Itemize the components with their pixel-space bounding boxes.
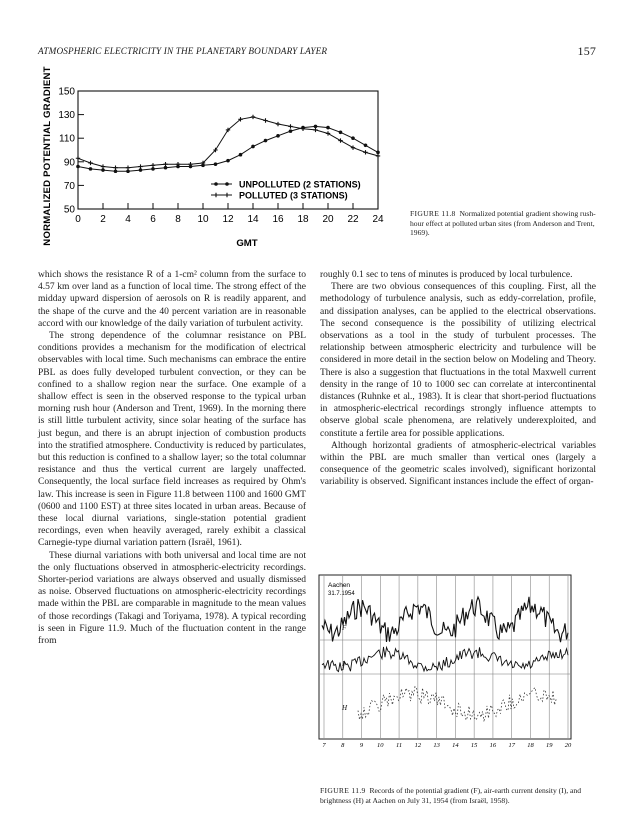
paragraph: which shows the resistance R of a 1-cm² column from the surface to 4.57 km over land as a function of local time. The strong effect of the midday upward dispersion of aerosols on R is readily apparent, and the shape of the curve and the 40 percent variation are in reasonable accord with our knowledge of the daily variation of turbulent activity.	[38, 270, 306, 329]
data-point	[101, 168, 105, 172]
paragraph: Although horizontal gradients of atmospheric-electrical variables within the PBL are much smaller than vertical ones (largely a consequence of the geometric scales involved), significant horizontal variability is observed. Significant instances include the effect of organ-	[320, 440, 596, 488]
x-tick-label: 24	[372, 214, 384, 225]
data-point	[138, 164, 142, 168]
figure-11-9-recording	[318, 574, 574, 750]
chart-legend	[211, 180, 361, 201]
data-point	[313, 128, 317, 132]
hour-tick-label: 11	[396, 742, 403, 749]
trace-label-H: H	[342, 704, 348, 712]
data-point	[226, 159, 230, 163]
x-tick-label: 8	[175, 214, 181, 225]
paragraph: There are two obvious consequences of this coupling. First, all the methodology of turbulence analysis, such as eddy-correlation, profile, and dissipation analyses, can be applied to the electrical observations. The second consequence is the possibility of utilizing electrical observations as a tool in the study of turbulent processes. The relationship between atmospheric electricity and turbulence will be considered in more detail in the section below on Modeling and Theory. There is also a suggestion that fluctuations in the total Maxwell current density in the range of 10 to 1000 sec can correlate at intercontinental distances (Ruhnke et al., 1983). It is clear that short-period fluctuations in atmospheric-electrical recordings strongly influence attempts to observe global scale phenomena, are relatively underexploited, and constitute a fertile area for possible applications.	[320, 282, 596, 439]
figure-label: FIGURE 11.9	[320, 786, 366, 795]
x-tick-label: 4	[125, 214, 131, 225]
data-point	[139, 168, 143, 172]
data-point	[126, 169, 130, 173]
legend-entry	[211, 180, 361, 190]
running-header	[38, 46, 596, 60]
data-point	[276, 134, 280, 138]
figure-11-9-caption	[320, 786, 590, 805]
hour-tick-label: 15	[470, 742, 478, 749]
data-point	[163, 162, 167, 166]
hour-tick-label: 13	[433, 742, 440, 749]
y-axis-label: NORMALIZED POTENTIAL GRADIENT	[42, 66, 53, 246]
y-tick-label: 150	[58, 86, 75, 98]
figure-11-8-caption	[410, 209, 598, 238]
data-point	[251, 115, 255, 119]
x-tick-label: 18	[297, 214, 309, 225]
data-point	[225, 193, 229, 197]
hour-tick-label: 8	[341, 742, 345, 749]
right-text-column	[320, 269, 596, 489]
trace-label-F: F	[342, 624, 347, 632]
hour-tick-label: 9	[359, 742, 364, 749]
data-point	[114, 169, 118, 173]
hour-tick-label: 20	[564, 742, 572, 749]
caption-text: Normalized potential gradient showing rush-hour effect at polluted urban sites (from Anderson and Trent, 1969).	[410, 209, 596, 238]
data-point	[151, 167, 155, 171]
data-point	[151, 163, 155, 167]
data-point	[214, 182, 218, 186]
data-point	[214, 193, 218, 197]
data-point	[76, 165, 80, 169]
y-tick-label: 130	[58, 110, 75, 122]
data-point	[364, 143, 368, 147]
data-point	[351, 136, 355, 140]
data-point	[264, 139, 268, 143]
data-point	[89, 167, 93, 171]
data-point	[225, 182, 229, 186]
hour-tick-label: 10	[377, 742, 384, 749]
data-point	[376, 154, 380, 158]
data-point	[339, 131, 343, 135]
data-point	[276, 122, 280, 126]
data-point	[76, 156, 80, 160]
series-line	[78, 126, 378, 171]
data-point	[326, 131, 330, 135]
data-point	[251, 145, 255, 149]
x-tick-label: 20	[322, 214, 334, 225]
x-tick-label: 2	[100, 214, 106, 225]
trace-label-I: I	[342, 660, 345, 668]
panel-location: Aachen	[328, 582, 351, 589]
hour-tick-label: 17	[508, 742, 515, 749]
data-point	[314, 125, 318, 129]
running-title: ATMOSPHERIC ELECTRICITY IN THE PLANETARY BOUNDARY LAYER	[38, 46, 328, 56]
hour-tick-label: 18	[527, 742, 534, 749]
paragraph: The strong dependence of the columnar resistance on PBL conditions provides a mechanism for the modification of electrical observables with local time. Such mechanisms can embrace the entire PBL as does fully developed turbulent convection, or they can be confined to a shallow region near the surface. One example of a shallow effect is seen in the observed response to the typical urban morning rush hour (Anderson and Trent, 1969). In the morning there is still little turbulent activity, since solar heating of the surface has just begun, and there is an abrupt injection of combustion products into the stratified atmosphere. Conductivity is reduced by particulates, but this reduction is confined to a shallow layer; so the total columnar resistance and thus the vertical current are largely unaffected. Consequently, the local surface field increases as required by Ohm's law. This increase is seen in Figure 11.8 between 1100 and 1600 GMT (0600 and 1100 EST) at three sites located in urban areas. Because of these local diurnal variations, single-station potential gradient recordings, even when heavily averaged, rarely exhibit a classical Carnegie-type diurnal variation pattern (Israël, 1961).	[38, 331, 306, 549]
data-point	[338, 138, 342, 142]
page-number: 157	[577, 44, 596, 58]
data-point	[288, 124, 292, 128]
paragraph: These diurnal variations with both universal and local time are not the only fluctuations observed in atmospheric-electricity recordings. Shorter-period variations are always observed and usually dismissed as noise. Observed fluctuations on atmospheric-electricity recordings made within the PBL are comparable in magnitude to the mean values of those recordings (Takagi and Toriyama, 1978). A typical recording is seen in Figure 11.9. Much of the fluctuation content in the range from	[38, 550, 306, 647]
y-tick-label: 90	[63, 157, 75, 169]
legend-entry	[211, 191, 348, 201]
tick-labels	[58, 87, 384, 226]
legend-label: UNPOLLUTED (2 STATIONS)	[239, 179, 361, 190]
recording-frame	[319, 575, 571, 739]
data-point	[326, 126, 330, 130]
y-tick-label: 50	[63, 204, 75, 216]
hour-tick-label: 16	[489, 742, 497, 749]
hour-tick-label: 19	[545, 742, 553, 749]
x-tick-label: 6	[150, 214, 156, 225]
data-point	[263, 118, 267, 122]
figure-11-8-chart	[36, 66, 396, 256]
data-point	[376, 151, 380, 155]
x-axis-label: GMT	[236, 238, 258, 249]
caption-text: Records of the potential gradient (F), air-earth current density (I), and brightness (H) at Aachen on July 31, 1954 (from Israël, 1958).	[320, 786, 581, 805]
data-point	[239, 153, 243, 157]
hour-tick-label: 7	[322, 742, 326, 749]
y-tick-label: 110	[59, 133, 75, 145]
data-point	[101, 164, 105, 168]
x-tick-label: 16	[272, 214, 284, 225]
left-text-column	[38, 269, 306, 647]
x-tick-label: 22	[347, 214, 359, 225]
data-point	[113, 166, 117, 170]
paragraph: roughly 0.1 sec to tens of minutes is produced by local turbulence.	[320, 270, 573, 280]
data-point	[363, 150, 367, 154]
x-tick-label: 10	[197, 214, 209, 225]
data-point	[88, 161, 92, 165]
legend-label: POLLUTED (3 STATIONS)	[239, 190, 348, 201]
panel-date: 31.7.1954	[328, 591, 355, 597]
figure-label: FIGURE 11.8	[410, 209, 456, 218]
data-point	[351, 145, 355, 149]
hour-tick-labels	[322, 742, 572, 749]
data-point	[214, 162, 218, 166]
x-tick-label: 0	[75, 214, 81, 225]
data-series	[76, 115, 380, 173]
data-point	[164, 166, 168, 170]
data-point	[126, 166, 130, 170]
x-tick-label: 14	[247, 214, 259, 225]
hour-tick-label: 12	[414, 742, 422, 749]
y-tick-label: 70	[63, 180, 75, 192]
x-tick-label: 12	[222, 214, 234, 225]
hour-tick-label: 14	[452, 742, 459, 749]
data-point	[289, 129, 293, 133]
